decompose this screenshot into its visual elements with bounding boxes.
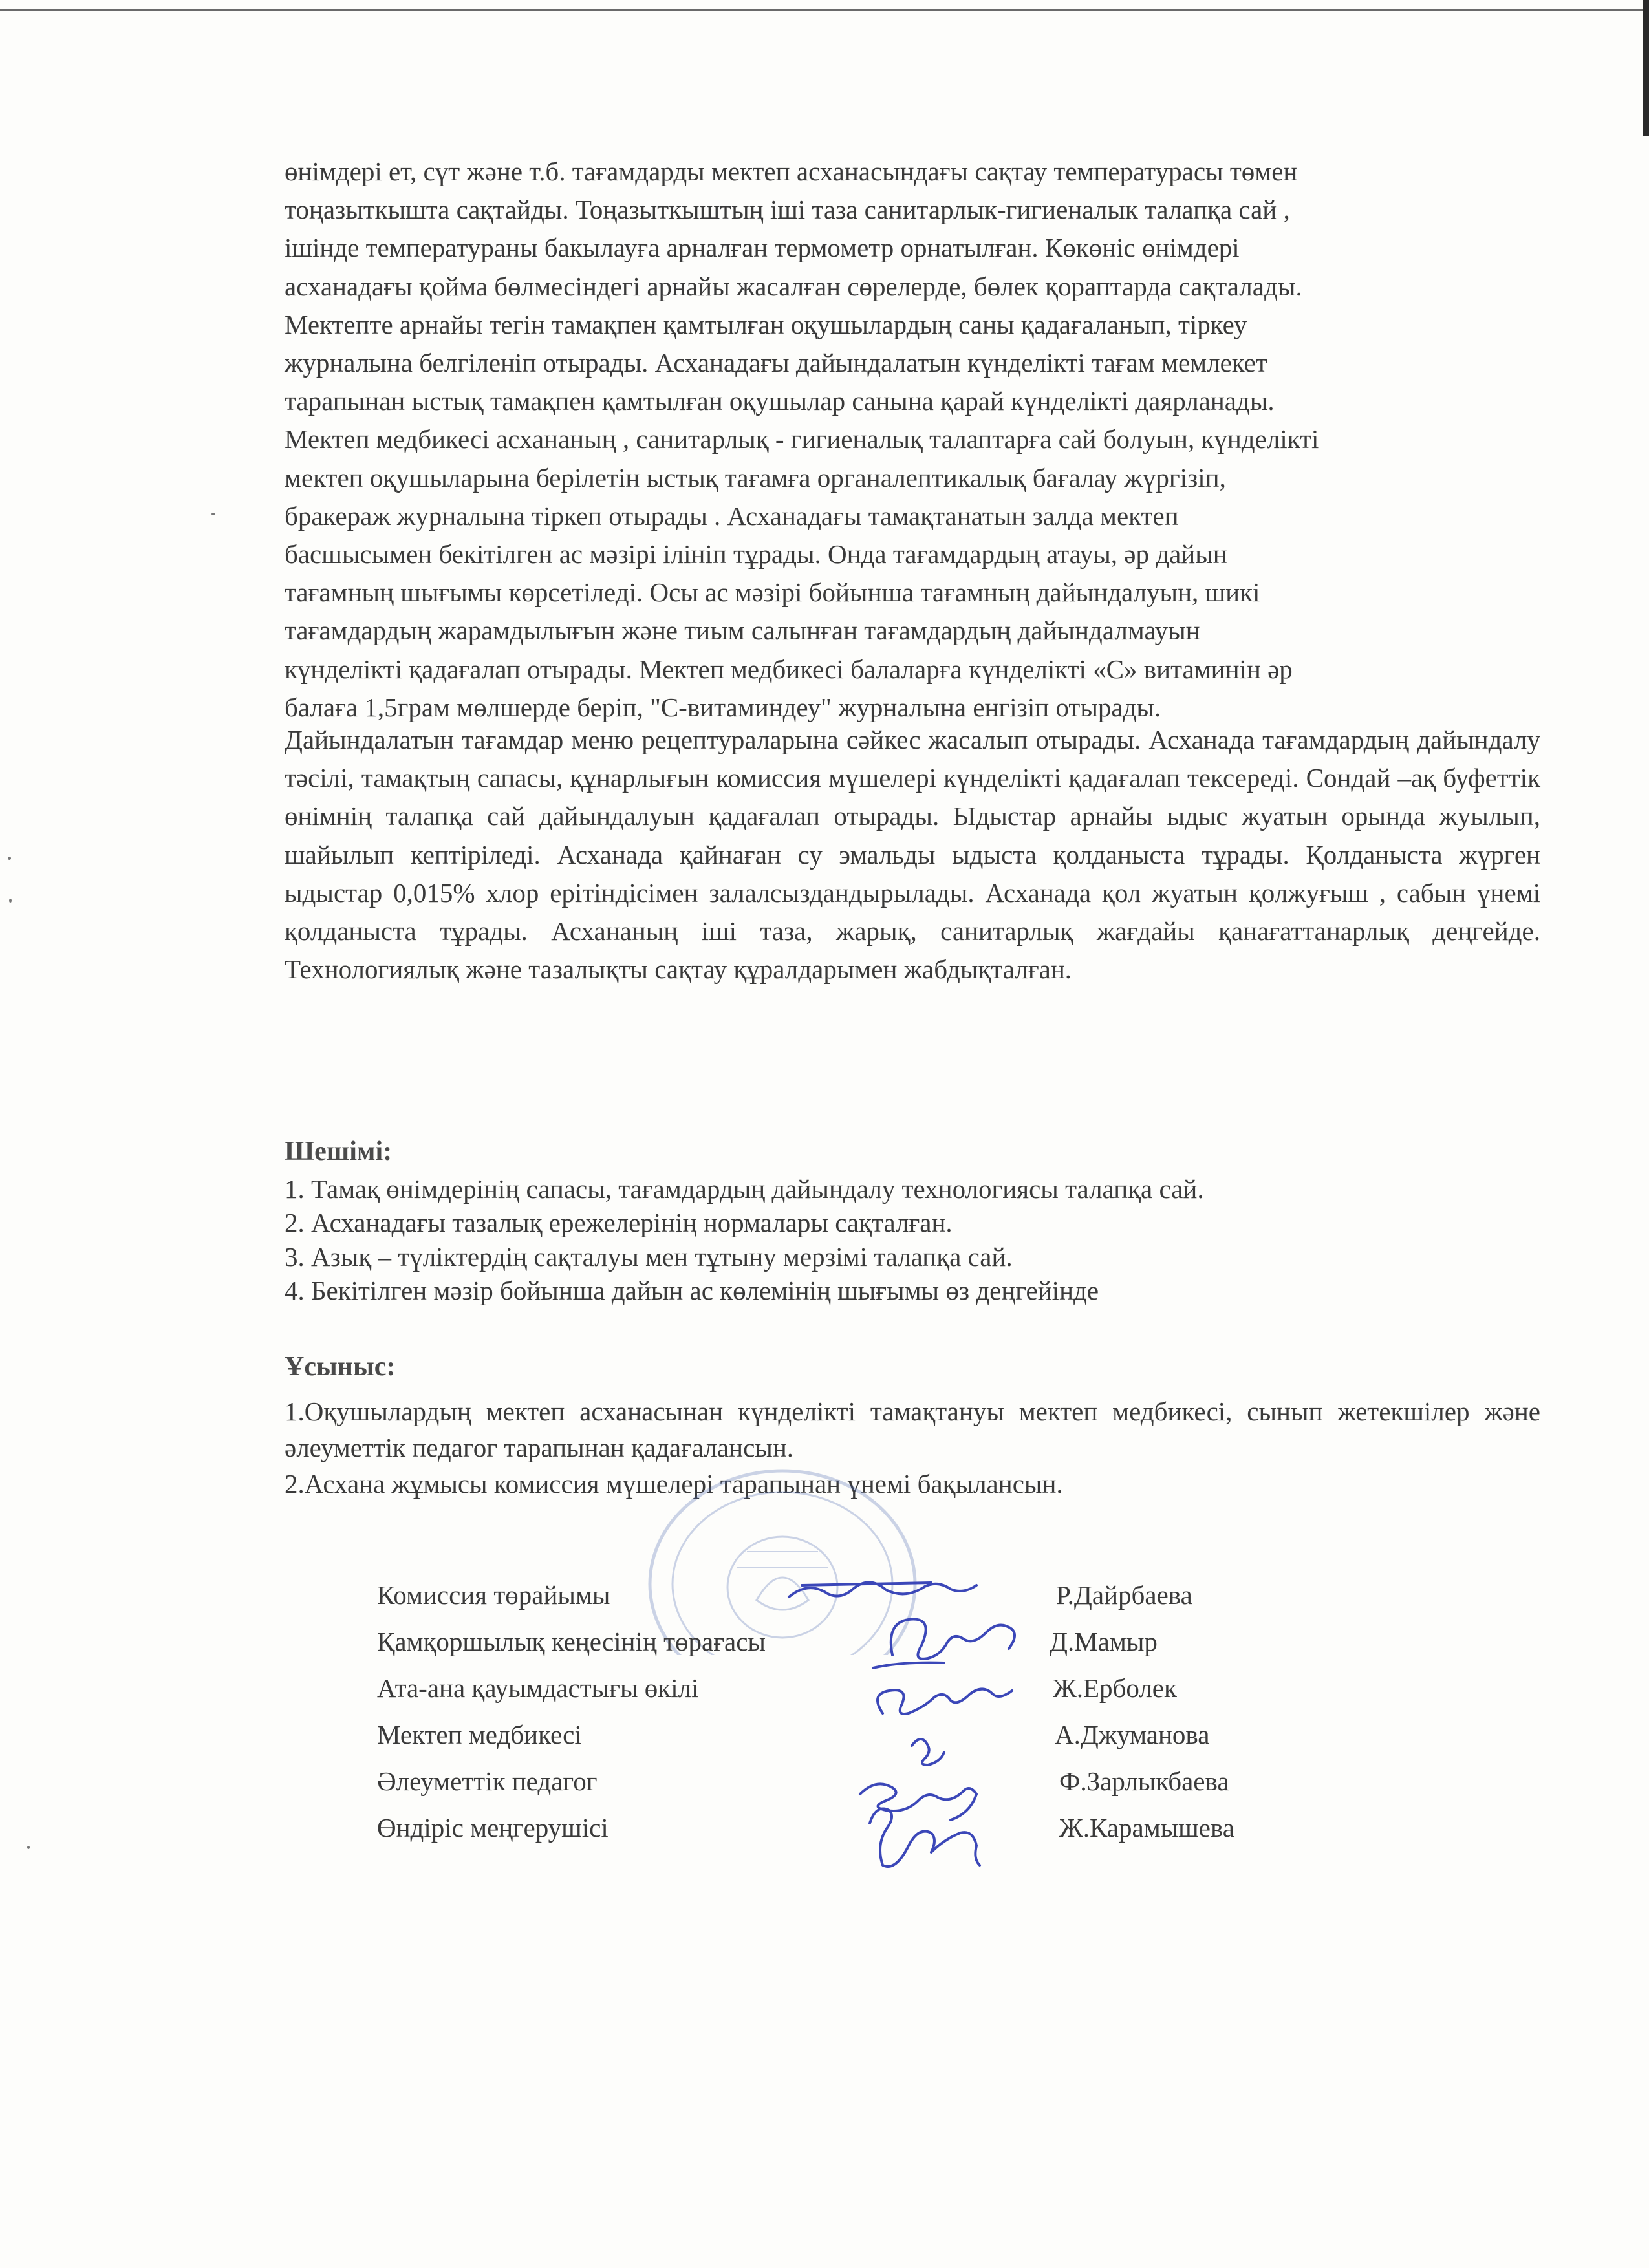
- body-line: өнімдері ет, сүт және т.б. тағамдарды мектеп асханасындағы сақтау температурасы төмен: [285, 156, 1298, 186]
- body-text: [285, 153, 1539, 727]
- scan-top-border: [0, 9, 1646, 11]
- body-line: басшысымен бекітілген ас мәзірі ілініп тұрады. Онда тағамдардың атауы, әр дайын: [285, 539, 1227, 570]
- decision-heading: Шешімі:: [285, 1137, 393, 1166]
- proposal-item: 1.Оқушылардың мектеп асханасынан күнделікті тамақтануы мектеп медбикесі, сынып жетекшілер және әлеуметтік педагог тарапынан қадағалансын.: [285, 1396, 1540, 1462]
- scan-speck: [8, 857, 11, 860]
- signatory-name: Д.Мамыр: [1050, 1627, 1158, 1656]
- signature-stroke: [891, 1620, 1015, 1659]
- signatory-name: А.Джуманова: [1055, 1720, 1210, 1749]
- body-paragraph: Дайындалатын тағамдар меню рецептураларына сәйкес жасалып отырады. Асханада тағамдардың дайындалу тәсілі, тамақтың сапасы, құнарлығын комиссия мүшелері күнделікті қадағалап тексереді. Сондай –ақ буфеттік өнімнің талапқа сай дайындалуын қадағалап отырады. Ыдыстар арнайы ыдыс жуатын орында жуылып, шайылып кептіріледі. Асханада қайнаған су эмальды ыдыста қолданыста тұрады. Қолданыста жүрген ыдыстар 0,015% хлор ерітіндісімен залалсыздандырылады. Асханада қол жуатын қолжуғыш , сабын үнемі қолданыста тұрады. Асхананың іші таза, жарық, санитарлық жағдайы қанағаттанарлық деңгейде. Технологиялық және тазалықты сақтау құралдарымен жабдықталған.: [285, 725, 1540, 985]
- signature-stroke: [912, 1739, 944, 1765]
- scan-speck: [211, 513, 215, 515]
- signatory-role: Өндіріс меңгерушісі: [377, 1813, 609, 1843]
- body-line: Мектеп медбикесі асхананың , санитарлық - гигиеналық талаптарға сай болуын, күнделікті: [285, 424, 1319, 455]
- decision-item: 2. Асханадағы тазалық ережелерінің нормалары сақталған.: [285, 1208, 953, 1237]
- signatory-role: Мектеп медбикесі: [377, 1720, 582, 1749]
- decision-item: 3. Азық – түліктердің сақталуы мен тұтыну мерзімі талапқа сай.: [285, 1242, 1013, 1272]
- body-line: ішінде температураны бакылауға арналған термометр орнатылған. Көкөніс өнімдері: [285, 233, 1240, 263]
- body-line: тағамның шығымы көрсетіледі. Осы ас мәзірі бойынша тағамның дайындалуын, шикі: [285, 577, 1260, 608]
- signatory-role: Комиссия төрайымы: [377, 1580, 610, 1610]
- body-line: мектеп оқушыларына берілетін ыстық тағамға органалептикалық бағалау жүргізіп,: [285, 462, 1226, 493]
- signature-stroke: [870, 1809, 980, 1867]
- scan-right-edge: [1643, 0, 1649, 136]
- signatory-name: Р.Дайрбаева: [1056, 1580, 1192, 1610]
- scan-speck: [27, 1846, 30, 1849]
- signature-stroke: [878, 1689, 1012, 1715]
- body-line: күнделікті қадағалап отырады. Мектеп медбикесі балаларға күнделікті «С» витаминін әр: [285, 654, 1293, 684]
- body-line: тағамдардың жарамдылығын және тиым салынған тағамдардың дайындалмауын: [285, 615, 1200, 646]
- signature-stroke: [873, 1663, 944, 1668]
- body-line: тарапынан ыстық тамақпен қамтылған оқушылар санына қарай күнделікті даярланады.: [285, 386, 1275, 416]
- body-line: журналына белгіленіп отырады. Асханадағы дайындалатын күнделікті тағам мемлекет: [285, 348, 1267, 378]
- decision-item: 4. Бекітілген мәзір бойынша дайын ас көлемінің шығымы өз деңгейінде: [285, 1276, 1099, 1305]
- signatory-name: Ф.Зарлыкбаева: [1059, 1766, 1229, 1796]
- body-line: бракераж журналына тіркеп отырады . Асханадағы тамақтанатын залда мектеп: [285, 500, 1179, 531]
- scan-speck: [9, 899, 12, 903]
- body-line: асханадағы қойма бөлмесіндегі арнайы жасалған сөрелерде, бөлек қораптарда сақталады.: [285, 271, 1302, 301]
- signature-stroke: [802, 1583, 931, 1585]
- decision-item: 1. Тамақ өнімдерінің сапасы, тағамдардың дайындалу технологиясы талапқа сай.: [285, 1174, 1204, 1204]
- proposal-heading: Ұсыныс:: [285, 1352, 396, 1382]
- signatory-role: Әлеуметтік педагог: [377, 1766, 598, 1796]
- handwritten-signatures: [776, 1571, 1061, 1868]
- body-line: Мектепте арнайы тегін тамақпен қамтылған оқушылардың саны қадағаланып, тіркеу: [285, 309, 1247, 339]
- body-line: тоңазыткышта сақтайды. Тоңазыткыштың іші таза санитарлык-гигиеналык талапқа сай ,: [285, 195, 1290, 225]
- signatory-name: Ж.Ерболек: [1053, 1673, 1177, 1703]
- signatory-name: Ж.Карамышева: [1059, 1813, 1234, 1843]
- signature-stroke: [860, 1784, 976, 1820]
- body-line: балаға 1,5грам мөлшерде беріп, "С-витаминдеу" журналына енгізіп отырады.: [285, 692, 1161, 722]
- signatory-role: Қамқоршылық кеңесінің төрағасы: [377, 1627, 766, 1656]
- signatory-role: Ата-ана қауымдастығы өкілі: [377, 1673, 699, 1703]
- proposal-item: 2.Асхана жұмысы комиссия мүшелері тарапынан үнемі бақылансын.: [285, 1469, 1063, 1499]
